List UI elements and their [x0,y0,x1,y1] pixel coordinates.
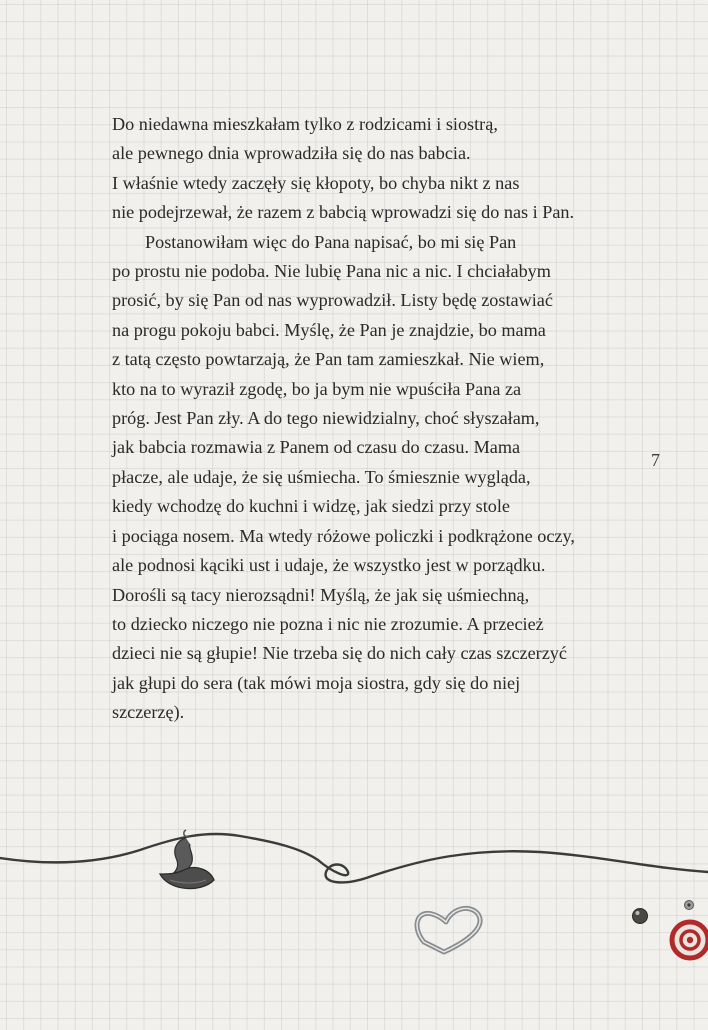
swan-charm-icon [160,830,214,889]
text-line: nie podejrzewał, że razem z babcią wprowadzi się do nas i Pan. [112,202,575,223]
text-line: prosić, by się Pan od nas wyprowadził. Listy będę zostawiać [112,290,553,311]
text-line: jak babcia rozmawia z Panem od czasu do czasu. Mama [112,437,521,458]
target-charm-icon [672,922,708,958]
text-line: próg. Jest Pan zły. A do tego niewidzialny, choć słyszałam, [112,408,540,429]
text-line: dzieci nie są głupie! Nie trzeba się do nich cały czas szczerzyć [112,643,567,664]
text-line: szczerzę). [112,702,185,723]
text-line: płacze, ale udaje, że się uśmiecha. To śmiesznie wygląda, [112,466,531,487]
letter-text [112,110,612,728]
string-line-icon [0,834,708,882]
decorative-charm-string [0,800,708,1030]
text-line: kto na to wyraził zgodę, bo ja bym nie wpuściła Pana za [112,378,522,399]
text-line: z tatą często powtarzają, że Pan tam zamieszkał. Nie wiem, [112,349,545,370]
small-ring-charm-icon [685,901,694,910]
text-line: Postanowiłam więc do Pana napisać, bo mi się Pan [145,231,517,252]
text-line: jak głupi do sera (tak mówi moja siostra, gdy się do niej [112,672,521,693]
text-line: kiedy wchodzę do kuchni i widzę, jak siedzi przy stole [112,496,510,517]
text-line: i pociąga nosem. Ma wtedy różowe policzki i podkrążone oczy, [112,525,575,546]
bead-charm-icon [633,909,648,924]
text-line: na progu pokoju babci. Myślę, że Pan je znajdzie, bo mama [112,319,546,340]
text-line: ale podnosi kąciki ust i udaje, że wszystko jest w porządku. [112,555,546,576]
text-line: to dziecko niczego nie pozna i nic nie zrozumie. A przecież [112,613,544,634]
text-line: ale pewnego dnia wprowadziła się do nas babcia. [112,143,471,164]
text-line: po prostu nie podoba. Nie lubię Pana nic a nic. I chciałabym [112,261,551,282]
heart-charm-icon [417,908,480,952]
text-line: I właśnie wtedy zaczęły się kłopoty, bo chyba nikt z nas [112,172,520,193]
page-number: 7 [651,450,660,470]
text-line: Do niedawna mieszkałam tylko z rodzicami i siostrą, [112,114,498,134]
text-line: Dorośli są tacy nierozsądni! Myślą, że jak się uśmiechną, [112,584,530,605]
